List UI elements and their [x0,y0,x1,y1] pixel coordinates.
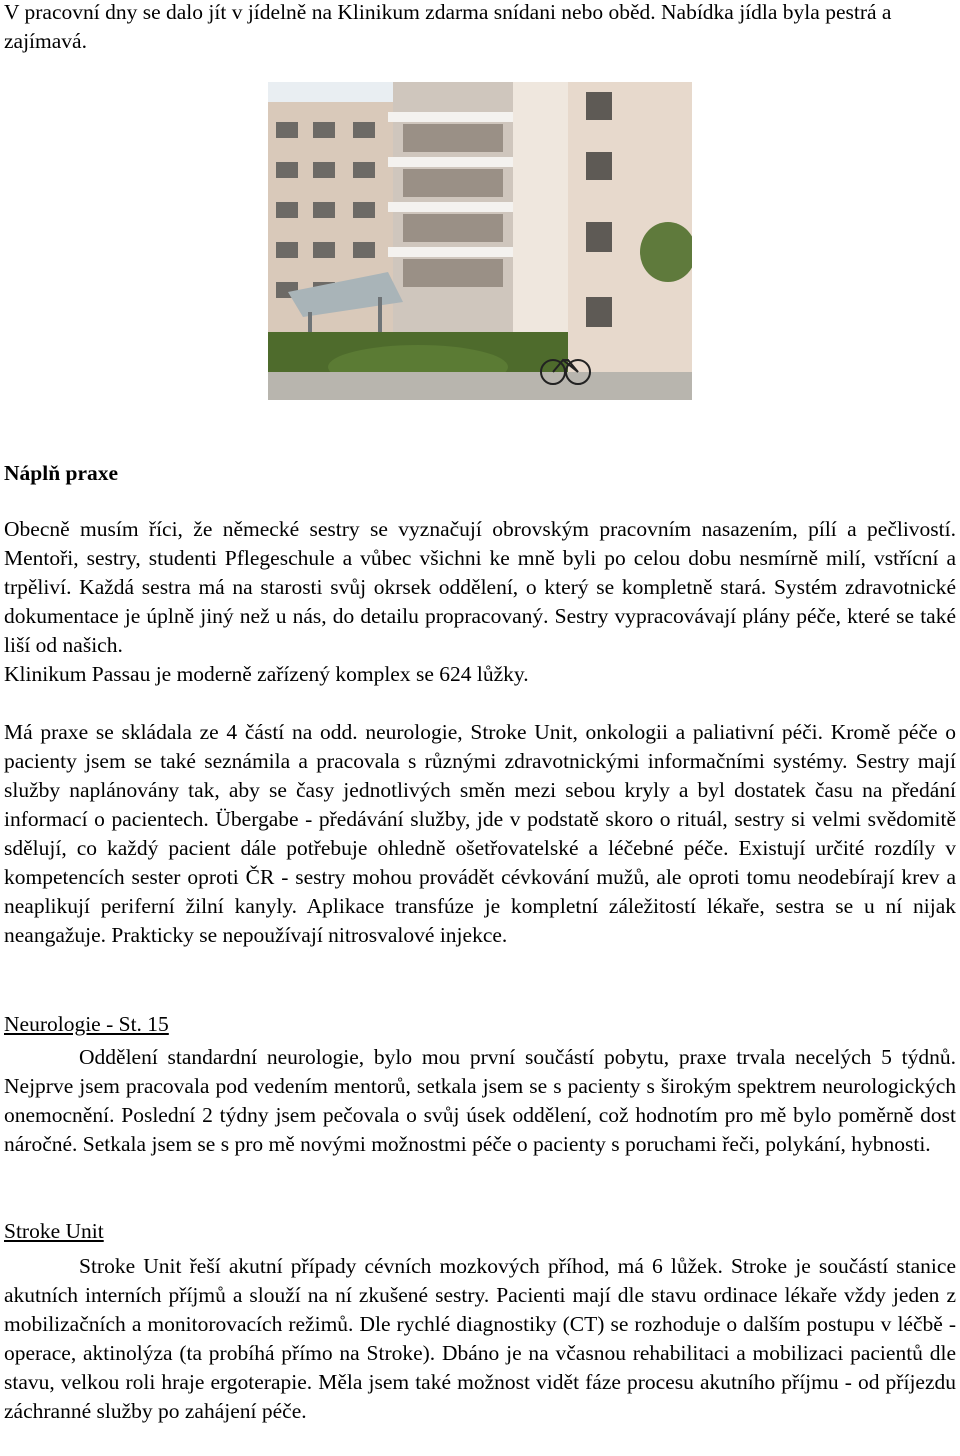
hospital-building-photo [268,82,692,400]
napln-paragraph-1-last: Klinikum Passau je moderně zařízený komplex se 624 lůžky. [4,662,529,686]
intro-paragraph: V pracovní dny se dalo jít v jídelně na Klinikum zdarma snídani nebo oběd. Nabídka jídla byla pestrá a zajímavá. [4,0,892,53]
neurologie-paragraph: Oddělení standardní neurologie, bylo mou první součástí pobytu, praxe trvala necelých 5 týdnů. Nejprve jsem pracovala pod vedením mentorů, setkala jsem se s pacienty s širokým spektrem neurologických onemocnění. Poslední 2 týdny jsem pečovala o svůj úsek oddělení, což hodnotím pro mě bylo poměrně dost náročné. Setkala jsem se s pro mě novými možnostmi péče o pacienty s poruchami řeči, polykání, hybnosti. [4,1045,956,1156]
section-title-stroke-unit: Stroke Unit [4,1219,104,1243]
napln-paragraph-1: Obecně musím říci, že německé sestry se vyznačují obrovským pracovním nasazením, pílí a pečlivostí. Mentoři, sestry, studenti Pflegeschule a vůbec všichni ke mně byli po celou dobu nesmírně milí, vstřícní a trpěliví. Každá sestra má na starosti svůj okrsek oddělení, o který se kompletně stará. Systém zdravotnické dokumentace je úplně jiný než u nás, do detailu propracovaný. Sestry vypracovávají plány péče, které se také liší od našich. [4,517,956,657]
section-heading-napln: Náplň praxe [4,461,119,485]
stroke-unit-paragraph: Stroke Unit řeší akutní případy cévních mozkových příhod, má 6 lůžek. Stroke je součástí stanice akutních interních příjmů a slouží na ní zkušené sestry. Pacienti mají dle stavu ordinace lékaře vždy jeden z mobilizačních a monitorovacích režimů. Dle rychlé diagnostiky (CT) se rozhoduje o dalším postupu v léčbě - operace, aktinolýza (ta probíhá přímo na Stroke). Dbáno je na včasnou rehabilitaci a mobilizaci pacientů dle stavu, velkou roli hraje ergoterapie. Měla jsem také možnost vidět fáze procesu akutního příjmu - od příjezdu záchranné služby po zahájení péče. [4,1254,956,1423]
section-title-neurologie: Neurologie - St. 15 [4,1012,169,1036]
napln-paragraph-2: Má praxe se skládala ze 4 částí na odd. neurologie, Stroke Unit, onkologii a paliativní péči. Kromě péče o pacienty jsem se také seznámila a pracovala s různými zdravotnickými informačními systémy. Sestry mají služby naplánovány tak, aby se časy jednotlivých směn mezi sebou kryly a byl dostatek času na předání informací o pacientech. Übergabe - předávání služby, jde v podstatě skoro o rituál, sestry si velmi svědomitě sdělují, co každý pacient dále potřebuje ohledně ošetřovatelské a léčebné péče. Existují určité rozdíly v kompetencích sester oproti ČR - sestry mohou provádět cévkování mužů, ale oproti tomu neodebírají krev a neaplikují periferní žilní kanyly. Aplikace transfúze je kompletní záležitostí lékaře, sestra se u ní nijak neangažuje. Prakticky se nepoužívají nitrosvalové injekce. [4,720,956,947]
